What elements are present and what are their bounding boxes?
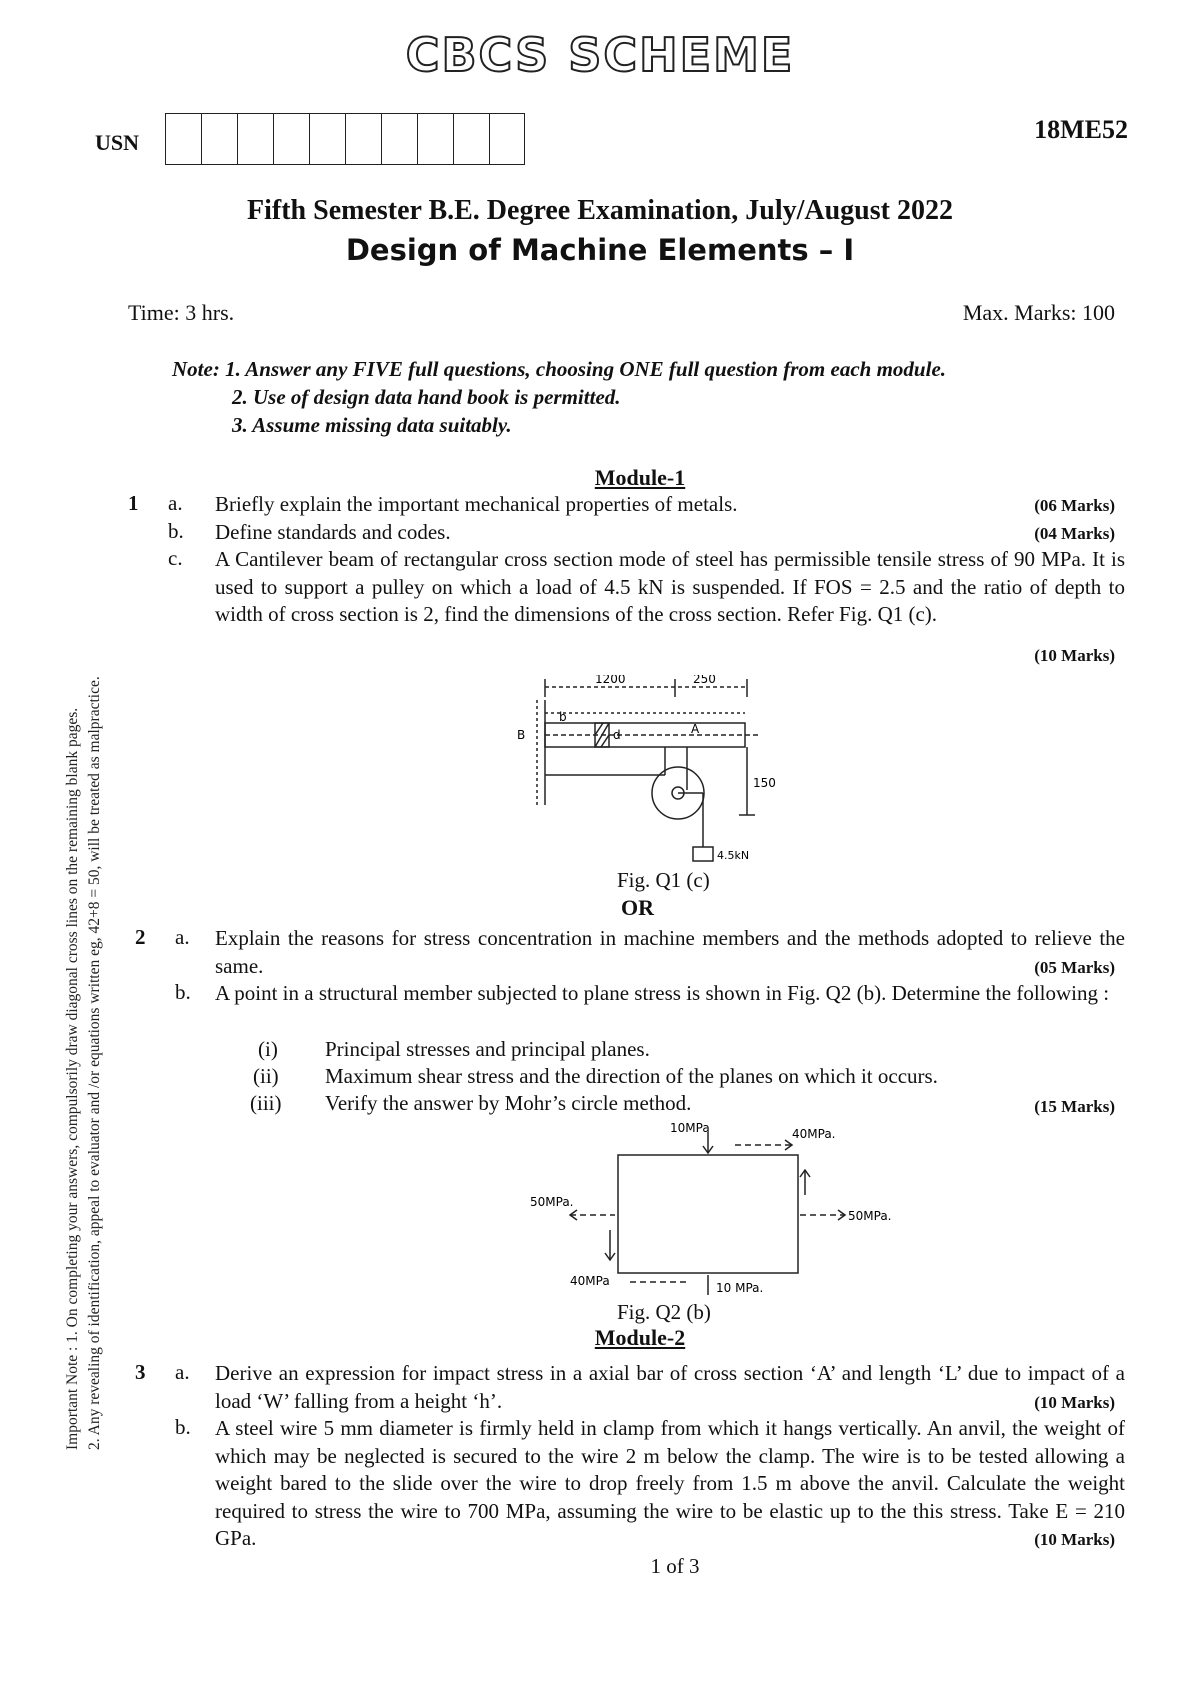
time-allowed: Time: 3 hrs. [128,300,235,325]
dim-label: 1200 [595,675,626,686]
question-text: A steel wire 5 mm diameter is firmly held in clamp from which it hangs vertically. An anvil, the weight of which may be neglected is secured to the wire 2 m below the clamp. The wire is to be tested allowing a weight bared to the slide over the wire to drop freely from 1.5 m above the anvil. Calculate the weight required to stress the wire to 700 MPa, assuming the wire to be elastic up to the this stress. Take E = 210 GPa. [215,1416,1125,1550]
dim-label: A [691,722,700,736]
subpart-label: (ii) [253,1064,279,1088]
side-note-line: Important Note : 1. On completing your answers, compulsorily draw diagonal cross lines on the remaining blank pages. [64,707,81,1450]
subpart-text: Verify the answer by Mohr’s circle method. [325,1091,692,1115]
figure-caption: Fig. Q1 (c) [617,868,710,892]
subpart-text: Principal stresses and principal planes. [325,1037,650,1061]
part-label: c. [168,546,183,570]
usn-box [381,113,417,165]
usn-label: USN [95,130,140,155]
load-label: 4.5kN [717,849,750,862]
stress-label: 40MPa [570,1274,610,1288]
question-text: A Cantilever beam of rectangular cross section mode of steel has permissible tensile stress of 90 MPa. It is used to support a pulley on which a load of 4.5 kN is suspended. If FOS = 2.5 and the ratio of depth to width of cross section is 2, find the dimensions of the cross section. Refer Fig. Q1 (c). [215,547,1125,626]
page-number: 1 of 3 [650,1554,700,1578]
question-number: 2 [135,925,146,949]
scheme-banner: CBCS SCHEME [405,28,795,82]
marks: (10 Marks) [1034,646,1115,665]
part-label: a. [175,1360,190,1384]
subpart-text: Maximum shear stress and the direction of the planes on which it occurs. [325,1064,938,1088]
or-divider: OR [621,895,654,920]
cantilever-figure [515,675,845,870]
question-text: Explain the reasons for stress concentration in machine members and the methods adopted to relieve the same. [215,926,1125,978]
part-label: b. [168,519,184,543]
question-text: Define standards and codes. [215,520,451,544]
marks: (06 Marks) [1034,496,1115,515]
dim-label: b [559,710,567,724]
note-label: Note: [172,357,220,381]
usn-box [201,113,237,165]
usn-box [417,113,453,165]
dim-label: 150 [753,776,776,790]
usn-box [237,113,273,165]
stress-label: 40MPa. [792,1127,836,1141]
note-item: 2. Use of design data hand book is permitted. [232,385,621,409]
figure-caption: Fig. Q2 (b) [617,1300,711,1324]
usn-box [345,113,381,165]
exam-title: Fifth Semester B.E. Degree Examination, July/August 2022 [247,195,953,226]
part-label: a. [175,925,190,949]
question-text: A point in a structural member subjected to plane stress is shown in Fig. Q2 (b). Determine the following : [215,981,1110,1005]
stress-label: 10MPa [670,1121,710,1135]
subpart-label: (iii) [250,1091,282,1115]
part-label: a. [168,491,183,515]
part-label: b. [175,1415,191,1439]
usn-boxes [165,113,525,165]
dim-label: 250 [693,675,716,686]
module-heading: Module-2 [594,1325,686,1350]
question-number: 1 [128,491,139,515]
usn-box [309,113,345,165]
part-label: b. [175,980,191,1004]
usn-box [165,113,201,165]
usn-box [273,113,309,165]
course-code: 18ME52 [1034,115,1128,144]
question-text: Briefly explain the important mechanical properties of metals. [215,492,738,516]
note-item: 3. Assume missing data suitably. [232,413,512,437]
marks: (05 Marks) [1034,958,1115,977]
max-marks: Max. Marks: 100 [962,300,1115,325]
stress-label: 50MPa. [848,1209,892,1223]
usn-box [489,113,525,165]
note-item: 1. Answer any FIVE full questions, choosing ONE full question from each module. [225,357,947,381]
subject-title: Design of Machine Elements – I [345,233,855,267]
dim-label: B [517,728,526,742]
stress-label: 50MPa. [530,1195,574,1209]
usn-box [453,113,489,165]
question-number: 3 [135,1360,146,1384]
plane-stress-figure [530,1120,930,1295]
module-heading: Module-1 [594,465,686,490]
stress-label: 10 MPa. [716,1281,764,1295]
instructions-note [172,355,946,439]
marks: (10 Marks) [1034,1530,1115,1549]
dim-label: d [613,728,621,742]
marks: (04 Marks) [1034,524,1115,543]
side-note-line: 2. Any revealing of identification, appeal to evaluator and /or equations written eg, 42+8 = 50, will be treated as malpractice. [86,676,103,1450]
marks: (15 Marks) [1034,1097,1115,1116]
marks: (10 Marks) [1034,1393,1115,1412]
subpart-label: (i) [258,1037,278,1061]
question-text: Derive an expression for impact stress in a axial bar of cross section ‘A’ and length ‘L’ due to impact of a load ‘W’ falling from a height ‘h’. [215,1361,1125,1413]
